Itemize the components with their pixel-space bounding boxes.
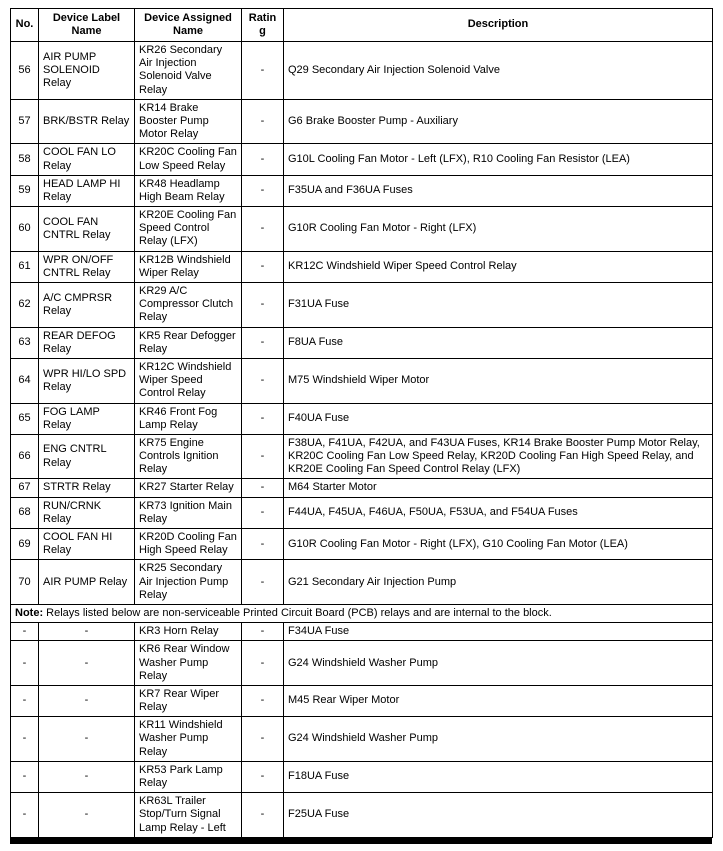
cell-description: G10R Cooling Fan Motor - Right (LFX), G10 Cooling Fan Motor (LEA) — [284, 529, 713, 560]
cell-no: 57 — [11, 99, 39, 144]
table-row — [11, 717, 713, 762]
cell-device-assigned-name: KR53 Park Lamp Relay — [135, 761, 242, 792]
cell-device-assigned-name: KR46 Front Fog Lamp Relay — [135, 403, 242, 434]
cell-device-label-name: HEAD LAMP HI Relay — [39, 175, 135, 206]
cell-device-label-name: COOL FAN CNTRL Relay — [39, 207, 135, 252]
cell-device-assigned-name: KR20D Cooling Fan High Speed Relay — [135, 529, 242, 560]
cell-description: Q29 Secondary Air Injection Solenoid Valve — [284, 42, 713, 100]
cell-rating: - — [242, 623, 284, 641]
cell-rating: - — [242, 144, 284, 175]
cell-description: KR12C Windshield Wiper Speed Control Relay — [284, 251, 713, 282]
cell-device-label-name: ENG CNTRL Relay — [39, 434, 135, 479]
cell-description: M75 Windshield Wiper Motor — [284, 358, 713, 403]
cell-device-label-name: AIR PUMP Relay — [39, 560, 135, 605]
cell-device-assigned-name: KR20C Cooling Fan Low Speed Relay — [135, 144, 242, 175]
table-row — [11, 529, 713, 560]
header-no: No. — [11, 9, 39, 42]
table-body-pcb — [11, 623, 713, 838]
cell-no: 70 — [11, 560, 39, 605]
cell-device-label-name: STRTR Relay — [39, 479, 135, 497]
cell-no: 69 — [11, 529, 39, 560]
cell-rating: - — [242, 717, 284, 762]
cell-device-assigned-name: KR25 Secondary Air Injection Pump Relay — [135, 560, 242, 605]
table-row — [11, 479, 713, 497]
header-device-assigned-name: Device Assigned Name — [135, 9, 242, 42]
cell-device-label-name: - — [39, 641, 135, 686]
cell-device-label-name: REAR DEFOG Relay — [39, 327, 135, 358]
cell-device-assigned-name: KR26 Secondary Air Injection Solenoid Valve Relay — [135, 42, 242, 100]
cell-description: F8UA Fuse — [284, 327, 713, 358]
table-body-main — [11, 42, 713, 605]
cell-description: F35UA and F36UA Fuses — [284, 175, 713, 206]
cell-description: F31UA Fuse — [284, 283, 713, 328]
cell-rating: - — [242, 251, 284, 282]
cell-rating: - — [242, 327, 284, 358]
table-row — [11, 42, 713, 100]
cell-rating: - — [242, 793, 284, 838]
table-row — [11, 358, 713, 403]
cell-rating: - — [242, 685, 284, 716]
cell-no: 61 — [11, 251, 39, 282]
cell-description: G24 Windshield Washer Pump — [284, 641, 713, 686]
cell-description: F34UA Fuse — [284, 623, 713, 641]
table-row — [11, 207, 713, 252]
cell-rating: - — [242, 761, 284, 792]
cell-device-assigned-name: KR5 Rear Defogger Relay — [135, 327, 242, 358]
cell-device-assigned-name: KR7 Rear Wiper Relay — [135, 685, 242, 716]
table-row — [11, 497, 713, 528]
cell-device-label-name: A/C CMPRSR Relay — [39, 283, 135, 328]
cell-description: G6 Brake Booster Pump - Auxiliary — [284, 99, 713, 144]
cell-no: 65 — [11, 403, 39, 434]
header-device-label-name: Device Label Name — [39, 9, 135, 42]
cell-rating: - — [242, 641, 284, 686]
cell-description: G24 Windshield Washer Pump — [284, 717, 713, 762]
table-row — [11, 283, 713, 328]
cell-no: 66 — [11, 434, 39, 479]
cell-rating: - — [242, 403, 284, 434]
note-prefix: Note: — [15, 606, 44, 619]
cell-no: - — [11, 685, 39, 716]
table-row — [11, 761, 713, 792]
cell-no: - — [11, 623, 39, 641]
note-row — [11, 604, 713, 622]
table-row — [11, 327, 713, 358]
cell-no: - — [11, 641, 39, 686]
cell-device-label-name: AIR PUMP SOLENOID Relay — [39, 42, 135, 100]
cell-device-label-name: FOG LAMP Relay — [39, 403, 135, 434]
cell-description: M64 Starter Motor — [284, 479, 713, 497]
cell-device-label-name: - — [39, 761, 135, 792]
cell-rating: - — [242, 358, 284, 403]
cell-rating: - — [242, 529, 284, 560]
table-row — [11, 403, 713, 434]
cell-rating: - — [242, 560, 284, 605]
cell-no: 59 — [11, 175, 39, 206]
table-row — [11, 99, 713, 144]
table-header-row — [11, 9, 713, 42]
cell-no: 60 — [11, 207, 39, 252]
cell-description: F44UA, F45UA, F46UA, F50UA, F53UA, and F54UA Fuses — [284, 497, 713, 528]
cell-description: M45 Rear Wiper Motor — [284, 685, 713, 716]
cell-no: - — [11, 717, 39, 762]
note-text: Relays listed below are non-serviceable Printed Circuit Board (PCB) relays and are internal to the block. — [46, 606, 552, 619]
cell-device-label-name: BRK/BSTR Relay — [39, 99, 135, 144]
cell-description: F40UA Fuse — [284, 403, 713, 434]
cell-description: G10L Cooling Fan Motor - Left (LFX), R10 Cooling Fan Resistor (LEA) — [284, 144, 713, 175]
cell-no: 63 — [11, 327, 39, 358]
table-row — [11, 641, 713, 686]
cell-rating: - — [242, 434, 284, 479]
cell-rating: - — [242, 283, 284, 328]
table-row — [11, 434, 713, 479]
table-body-note — [11, 604, 713, 622]
cell-device-label-name: RUN/CRNK Relay — [39, 497, 135, 528]
cell-device-assigned-name: KR3 Horn Relay — [135, 623, 242, 641]
cell-device-assigned-name: KR63L Trailer Stop/Turn Signal Lamp Relay - Left — [135, 793, 242, 838]
cell-no: 62 — [11, 283, 39, 328]
cell-device-assigned-name: KR12B Windshield Wiper Relay — [135, 251, 242, 282]
table-row — [11, 175, 713, 206]
cell-device-assigned-name: KR11 Windshield Washer Pump Relay — [135, 717, 242, 762]
cell-no: 56 — [11, 42, 39, 100]
relay-fuse-table — [10, 8, 713, 838]
table-row — [11, 251, 713, 282]
cell-device-assigned-name: KR48 Headlamp High Beam Relay — [135, 175, 242, 206]
table-row — [11, 560, 713, 605]
cell-device-label-name: - — [39, 717, 135, 762]
table-row — [11, 685, 713, 716]
cell-no: 58 — [11, 144, 39, 175]
cell-device-assigned-name: KR12C Windshield Wiper Speed Control Relay — [135, 358, 242, 403]
cell-rating: - — [242, 99, 284, 144]
cell-device-assigned-name: KR29 A/C Compressor Clutch Relay — [135, 283, 242, 328]
cell-device-assigned-name: KR73 Ignition Main Relay — [135, 497, 242, 528]
cell-device-label-name: COOL FAN HI Relay — [39, 529, 135, 560]
cell-description: G21 Secondary Air Injection Pump — [284, 560, 713, 605]
cell-no: 68 — [11, 497, 39, 528]
header-description: Description — [284, 9, 713, 42]
table-row — [11, 144, 713, 175]
cell-device-label-name: COOL FAN LO Relay — [39, 144, 135, 175]
cell-description: F38UA, F41UA, F42UA, and F43UA Fuses, KR14 Brake Booster Pump Motor Relay, KR20C Cooling Fan Low Speed Relay, KR20D Cooling Fan High Speed Relay, and KR20E Cooling Fan Speed Control Relay (LFX) — [284, 434, 713, 479]
cell-rating: - — [242, 42, 284, 100]
cell-no: 67 — [11, 479, 39, 497]
cell-no: - — [11, 793, 39, 838]
note-cell — [11, 604, 713, 622]
cell-rating: - — [242, 497, 284, 528]
cell-no: 64 — [11, 358, 39, 403]
cell-device-label-name: WPR ON/OFF CNTRL Relay — [39, 251, 135, 282]
cell-description: F25UA Fuse — [284, 793, 713, 838]
cell-rating: - — [242, 175, 284, 206]
header-rating: Rating — [242, 9, 284, 42]
cell-rating: - — [242, 479, 284, 497]
cell-device-assigned-name: KR6 Rear Window Washer Pump Relay — [135, 641, 242, 686]
cell-device-label-name: - — [39, 685, 135, 716]
cell-device-assigned-name: KR27 Starter Relay — [135, 479, 242, 497]
cell-device-assigned-name: KR14 Brake Booster Pump Motor Relay — [135, 99, 242, 144]
cell-no: - — [11, 761, 39, 792]
table-bottom-border-bar — [10, 838, 712, 844]
table-row — [11, 623, 713, 641]
cell-device-label-name: - — [39, 793, 135, 838]
cell-description: G10R Cooling Fan Motor - Right (LFX) — [284, 207, 713, 252]
cell-description: F18UA Fuse — [284, 761, 713, 792]
cell-device-assigned-name: KR75 Engine Controls Ignition Relay — [135, 434, 242, 479]
cell-device-assigned-name: KR20E Cooling Fan Speed Control Relay (LFX) — [135, 207, 242, 252]
cell-device-label-name: - — [39, 623, 135, 641]
cell-rating: - — [242, 207, 284, 252]
table-row — [11, 793, 713, 838]
cell-device-label-name: WPR HI/LO SPD Relay — [39, 358, 135, 403]
